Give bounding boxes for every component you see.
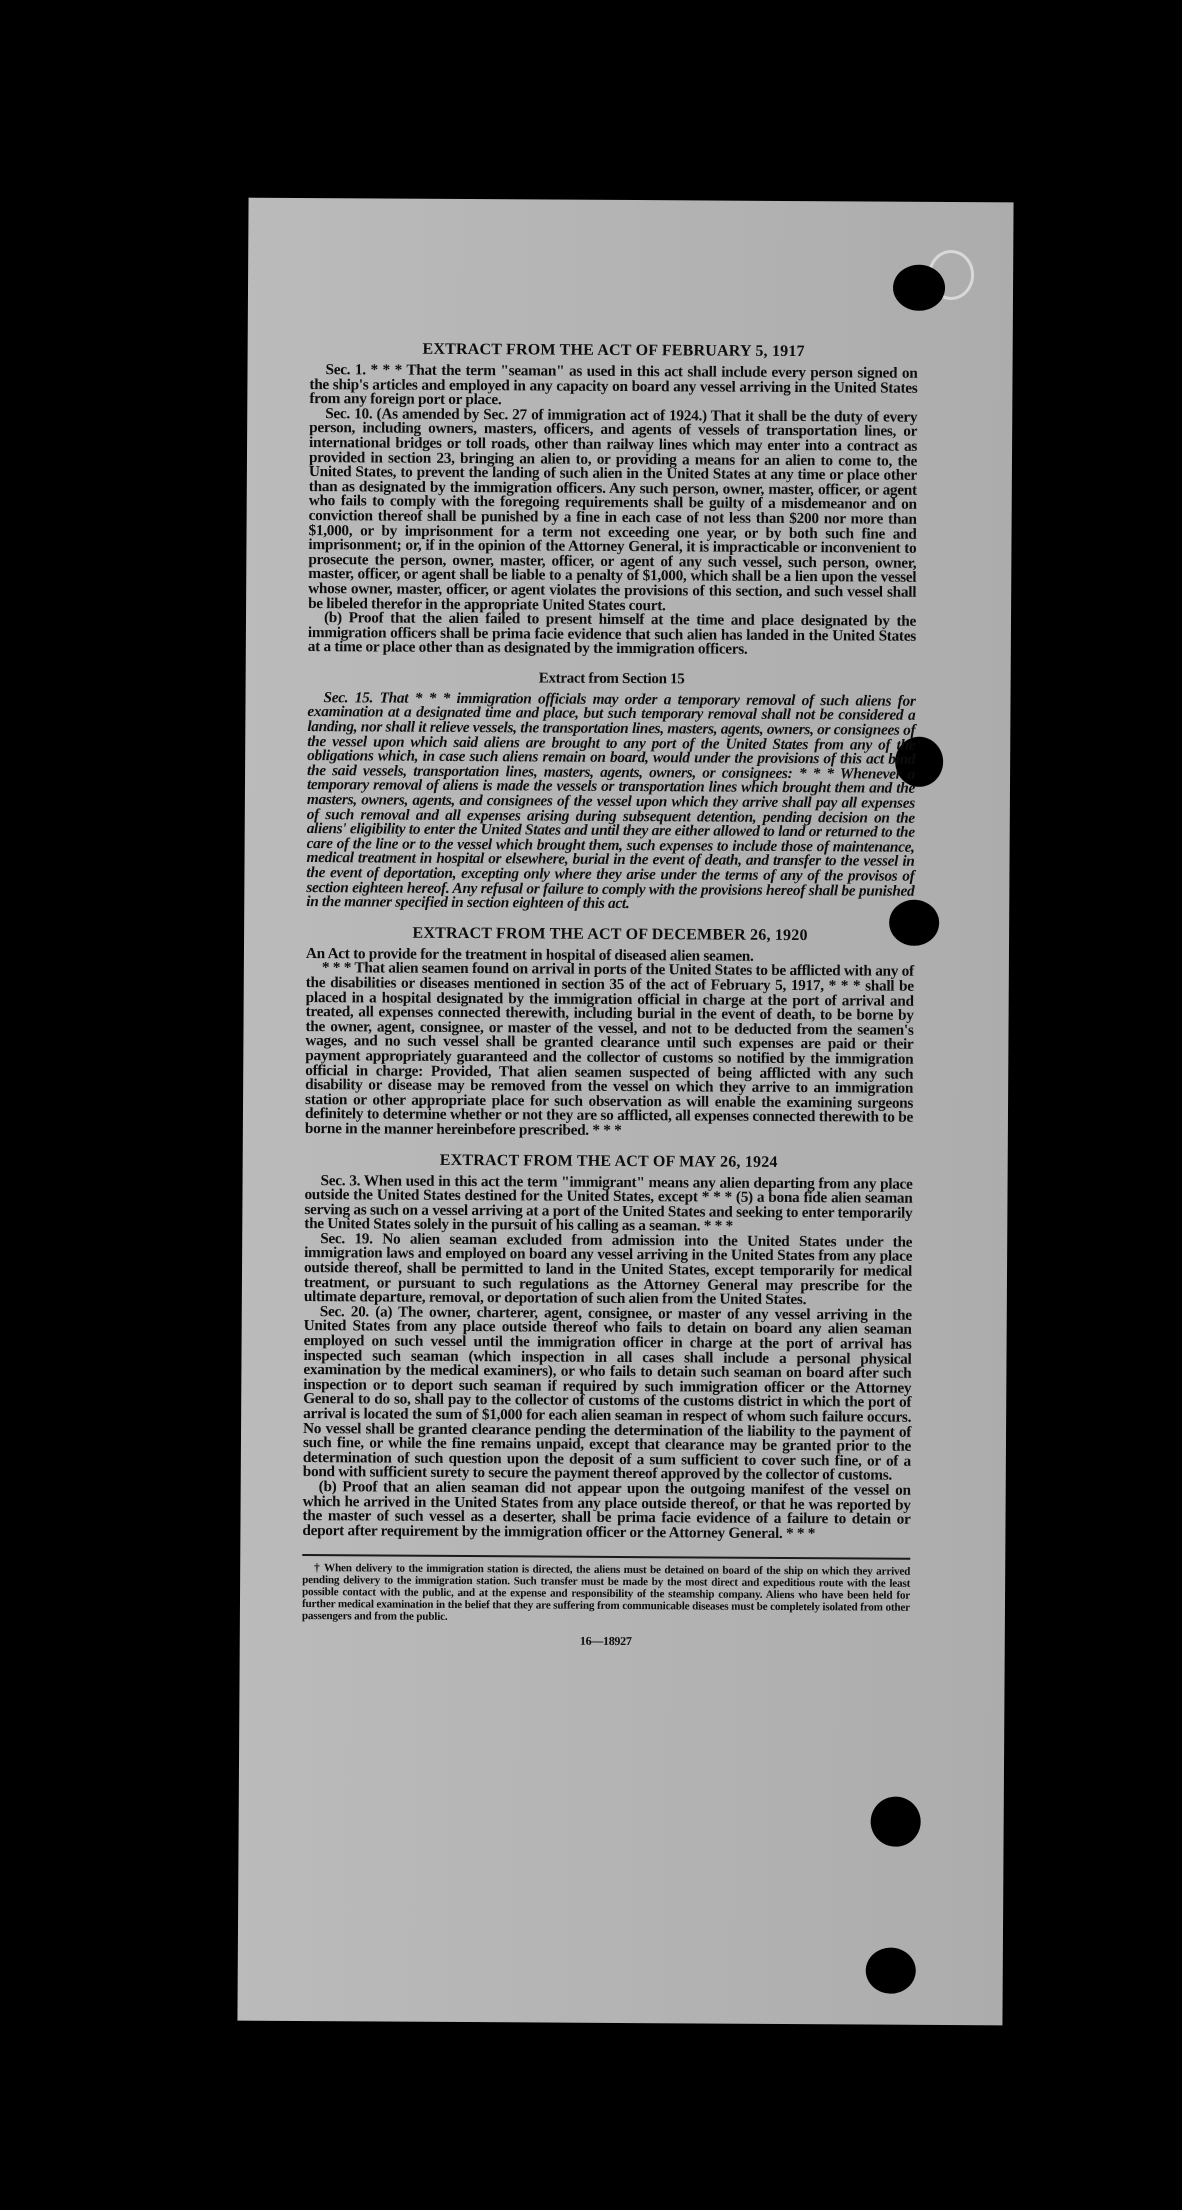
paragraph-sec-19: Sec. 19. No alien seaman excluded from admission into the United States under the immigration laws and employed on board any vessel arriving in the United States from any place outside thereof, shall be permitted to land in the United States, except temporarily for medical treatment, or pursuant to such regulations as the Attorney General may prescribe for the ultimate departure, removal, or deportation of such alien from the United States. (303, 1230, 913, 1309)
punch-hole (866, 1947, 916, 1993)
punch-hole (893, 265, 945, 311)
section-15 (306, 691, 915, 914)
heading-act-1924: EXTRACT FROM THE ACT OF MAY 26, 1924 (439, 1151, 778, 1171)
paragraph-sec-20-a: Sec. 20. (a) The owner, charterer, agent, consignee, or master of any vessel arriving in the United States from any place outside thereof who fails to detain on board any alien seaman employed on such vessel until the immigration officer in charge at the port of arrival has inspected such seaman (which inspection in all cases shall include a personal physical examination by the medical examiners), or who fails to detain such seaman on board after such inspection or to deport such seaman if required by such immigration officer or the Attorney General to do so, shall pay to the collector of customs of the customs district in which the port of arrival is located the sum of $1,000 for each alien seaman in respect of whom such failure occurs. No vessel shall be granted clearance pending the determination of the liability to the payment of such fine, or while the fine remains unpaid, except that clearance may be granted prior to the determination of such question upon the deposit of a sum sufficient to cover such fine, or of a bond with sufficient surety to secure the payment thereof approved by the collector of customs. (302, 1302, 912, 1485)
paragraph-act-title-1920: An Act to provide for the treatment in hospital of diseased alien seamen. (305, 944, 754, 965)
section-1920 (304, 944, 914, 1140)
section-1924 (302, 1171, 913, 1543)
paragraph-sec-20-b: (b) Proof that an alien seaman did not appear upon the outgoing manifest of the vessel on which he arrived in the United States from any place outside thereof, or that he was reported by the master of such vessel as a deserter, shall be prima facie evidence of a failure to detain or deport after requirement by the immigration officer or the Attorney General. * * * (302, 1478, 911, 1542)
paragraph-sec-10: Sec. 10. (As amended by Sec. 27 of immigration act of 1924.) That it shall be the duty of every person, including owners, masters, officers, and agents of vessels of transportation lines, or international bridges or toll roads, other than railway lines which may enter into a contract as provided in section 23, bringing an alien to, or providing a means for an alien to come to, the United States, to prevent the landing of such alien in the United States at any time or place other than as designated by the immigration officers. Any such person, owner, master, officer, or agent who fails to comply with the foregoing requirements shall be guilty of a misdemeanor and on conviction thereof shall be punished by a fine in each case of not less than $200 nor more than $1,000, or by imprisonment for a term not exceeding one year, or by both such fine and imprisonment; or, if in the opinion of the Attorney General, it is impracticable or inconvenient to prosecute the person, owner, master, officer, or agent of any such vessel, such person, owner, master, officer, or agent shall be liable to a penalty of $1,000, which shall be a lien upon the vessel whose owner, master, officer, or agent violates the provisions of this section, and such vessel shall be libeled therefor in the appropriate United States court. (308, 404, 918, 614)
footnote-divider (302, 1554, 910, 1560)
paragraph-sec-3: Sec. 3. When used in this act the term "immigrant" means any alien departing from any place outside the United States destined for the United States, except * * * (5) a bona fide alien seaman serving as such on a vessel arriving at a port of the United States and seeking to enter temporarily the United States solely in the pursuit of his calling as a seaman. * * * (304, 1171, 913, 1235)
footnote (302, 1562, 910, 1626)
section-1917 (308, 363, 918, 659)
paragraph-sec-10-b: (b) Proof that the alien failed to present himself at the time and place designated by the immigration officers shall be prima facie evidence that such alien has landed in the United States at a time or place other than as designated by the immigration officers. (307, 609, 917, 659)
document-page (237, 198, 1013, 2026)
punch-hole (871, 1797, 921, 1847)
document-body (302, 340, 918, 1651)
heading-act-1920: EXTRACT FROM THE ACT OF DECEMBER 26, 1920 (412, 924, 808, 944)
form-number: 16—18927 (579, 1634, 632, 1649)
heading-act-1917: EXTRACT FROM THE ACT OF FEBRUARY 5, 1917 (422, 340, 805, 361)
subheading-section-15: Extract from Section 15 (538, 670, 685, 688)
paragraph-sec-15: Sec. 15. That * * * immigration officials may order a temporary removal of such aliens for examination at a designated time and place, but such temporary removal shall not be considered a landing, nor shall it relieve vessels, the transportation lines, masters, agents, owners, or consignees of the vessel upon which said aliens are brought to any port of the United States from any of the obligations which, in case such aliens remain on board, would under the provisions of this act bind the said vessels, transportation lines, masters, agents, owners, or consignees: * * * Whenever a temporary removal of aliens is made the vessels or transportation lines which brought them and the masters, owners, agents, and consignees of the vessel upon which they arrive shall pay all expenses of such removal and all expenses arising during subsequent detention, pending decision on the aliens' eligibility to enter the United States and until they are either allowed to land or returned to the care of the line or to the vessel which brought them, such expenses to include those of maintenance, medical treatment in hospital or elsewhere, burial in the event of death, and transfer to the vessel in the event of deportation, excepting only where they arise under the terms of any of the provisos of section eighteen hereof. Any refusal or failure to comply with the provisions hereof shall be punished in the manner specified in section eighteen of this act. (306, 689, 916, 913)
paragraph-sec-1: Sec. 1. * * * That the term "seaman" as used in this act shall include every person signed on the ship's articles and employed in any capacity on board any vessel arriving in the United States from any foreign port or place. (309, 361, 918, 409)
paragraph-1920-body: * * * That alien seamen found on arrival in ports of the United States to be afflicted with any of the disabilities or diseases mentioned in section 35 of the act of February 5, 1917, * * * shall be placed in a hospital designated by the immigration official in charge at the port of arrival and treated, all expenses connected therewith, including burial in the event of death, to be borne by the owner, agent, consignee, or master of the vessel, and not to be deducted from the seamen's wages, and no such vessel shall be granted clearance until such expenses are paid or their payment appropriately guaranteed and the collector of customs so notified by the immigration official in charge: Provided, That alien seamen suspected of being afflicted with any such disability or disease may be removed from the vessel on which they arrive to an immigration station or other appropriate place for such observation as will enable the examining surgeons definitely to determine whether or not they are so afflicted, all expenses connected therewith to be borne in the manner hereinbefore prescribed. * * * (304, 959, 914, 1139)
footnote-text: † When delivery to the immigration station is directed, the aliens must be detained on board of the ship on which they arrived pending delivery to the immigration station. Such transfer must be made by the most direct and expeditious route with the least possible contact with the public, and at the expense and responsibility of the steamship company. Aliens who have been held for further medical examination in the belief that they are suffering from communicable diseases must be completely isolated from other passengers and from the public. (301, 1562, 911, 1624)
